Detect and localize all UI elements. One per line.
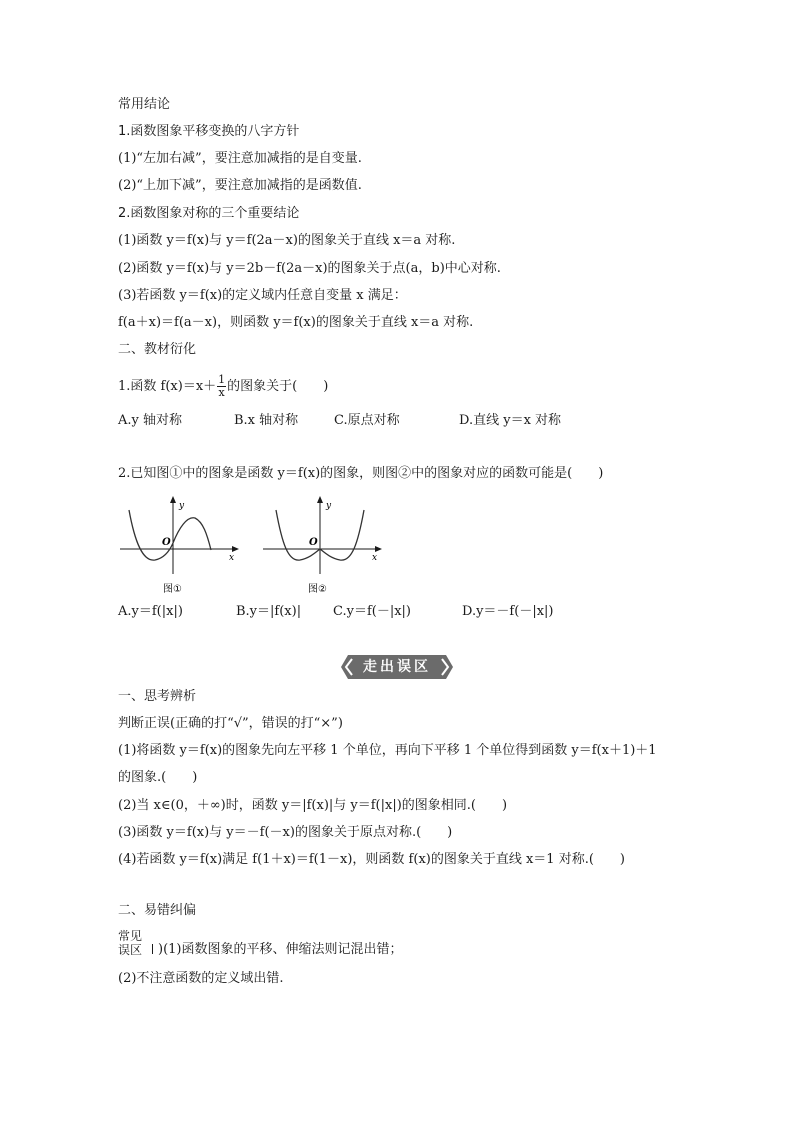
fraction-denominator: x — [218, 386, 225, 399]
common-mistakes-tag — [118, 929, 142, 957]
section-heading-textbook: 二、教材衍化 — [118, 342, 197, 357]
question-2-option-d: D.y＝－f(－|x|) — [462, 604, 554, 619]
error-item-2: (2)不注意函数的定义域出错. — [118, 971, 284, 986]
tag-divider — [152, 944, 153, 954]
figure-2-y-arrow — [317, 496, 323, 503]
figure-1-x-arrow — [232, 546, 239, 552]
figure-1-graph — [115, 488, 245, 596]
conclusion-1a: (1)“左加右减”，要注意加减指的是自变量. — [118, 151, 362, 166]
conclusion-2a: (1)函数 y＝f(x)与 y＝f(2a－x)的图象关于直线 x＝a 对称. — [118, 233, 456, 248]
error-item-1: )(1)函数图象的平移、伸缩法则记混出错； — [158, 942, 403, 957]
conclusion-1-title: 1.函数图象平移变换的八字方针 — [118, 124, 300, 139]
tag-line-1: 常见 — [118, 929, 143, 943]
thinking-statement-2: (2)当 x∈(0，＋∞)时，函数 y＝|f(x)|与 y＝f(|x|)的图象相同.( ) — [118, 798, 508, 813]
question-1-prefix: 1.函数 f(x)＝x＋ — [118, 379, 217, 394]
thinking-statement-1-line-2: 的图象.( ) — [118, 770, 198, 785]
section-heading-conclusions: 常用结论 — [118, 97, 171, 112]
figure-2-origin-label: O — [309, 537, 318, 548]
fraction-one-over-x — [217, 374, 226, 399]
question-1-option-b: B.x 轴对称 — [234, 413, 299, 428]
section-heading-thinking: 一、思考辨析 — [118, 689, 197, 704]
conclusion-2d: f(a＋x)＝f(a－x)，则函数 y＝f(x)的图象关于直线 x＝a 对称. — [118, 315, 474, 330]
section-banner — [340, 654, 454, 680]
question-2-option-c: C.y＝f(－|x|) — [333, 604, 412, 619]
figure-1-origin-label: O — [162, 537, 171, 548]
thinking-statement-1-line-1: (1)将函数 y＝f(x)的图象先向左平移 1 个单位，再向下平移 1 个单位得到函数 y＝f(x＋1)＋1 — [118, 743, 657, 758]
thinking-instruction: 判断正误(正确的打“√”，错误的打“×”) — [118, 716, 343, 731]
question-1-option-a: A.y 轴对称 — [118, 413, 182, 428]
figure-2-caption: 图② — [308, 584, 327, 595]
question-2-option-a: A.y＝f(|x|) — [118, 604, 183, 619]
conclusion-1b: (2)“上加下减”，要注意加减指的是函数值. — [118, 178, 362, 193]
question-2-option-b: B.y＝|f(x)| — [236, 604, 302, 619]
fraction-numerator: 1 — [218, 373, 226, 386]
section-heading-errors: 二、易错纠偏 — [118, 903, 197, 918]
question-1-stem — [118, 372, 328, 402]
figure-1-curve — [129, 510, 211, 560]
thinking-statement-3: (3)函数 y＝f(x)与 y＝－f(－x)的图象关于原点对称.( ) — [118, 825, 453, 840]
figure-2-x-label: x — [372, 553, 378, 563]
thinking-statement-4: (4)若函数 y＝f(x)满足 f(1＋x)＝f(1－x)，则函数 f(x)的图象关于直线 x＝1 对称.( ) — [118, 852, 625, 867]
figure-1-y-arrow — [170, 496, 176, 503]
question-2-stem: 2.已知图①中的图象是函数 y＝f(x)的图象，则图②中的图象对应的函数可能是( ) — [118, 466, 604, 481]
tag-line-2: 误区 — [118, 943, 143, 957]
banner-title: 走出误区 — [363, 659, 431, 675]
question-1-option-d: D.直线 y＝x 对称 — [459, 413, 562, 428]
figure-1-caption: 图① — [163, 584, 182, 595]
figure-1-x-label: x — [229, 553, 235, 563]
figure-1-y-label: y — [179, 501, 185, 511]
conclusion-2c: (3)若函数 y＝f(x)的定义域内任意自变量 x 满足： — [118, 288, 407, 303]
question-1-option-c: C.原点对称 — [334, 413, 400, 428]
question-1-suffix: 的图象关于( ) — [227, 379, 329, 394]
figure-2-graph — [258, 488, 388, 596]
figure-2-x-arrow — [375, 546, 382, 552]
figure-2-y-label: y — [326, 501, 332, 511]
conclusion-2b: (2)函数 y＝f(x)与 y＝2b－f(2a－x)的图象关于点(a，b)中心对称. — [118, 261, 501, 276]
conclusion-2-title: 2.函数图象对称的三个重要结论 — [118, 206, 300, 221]
